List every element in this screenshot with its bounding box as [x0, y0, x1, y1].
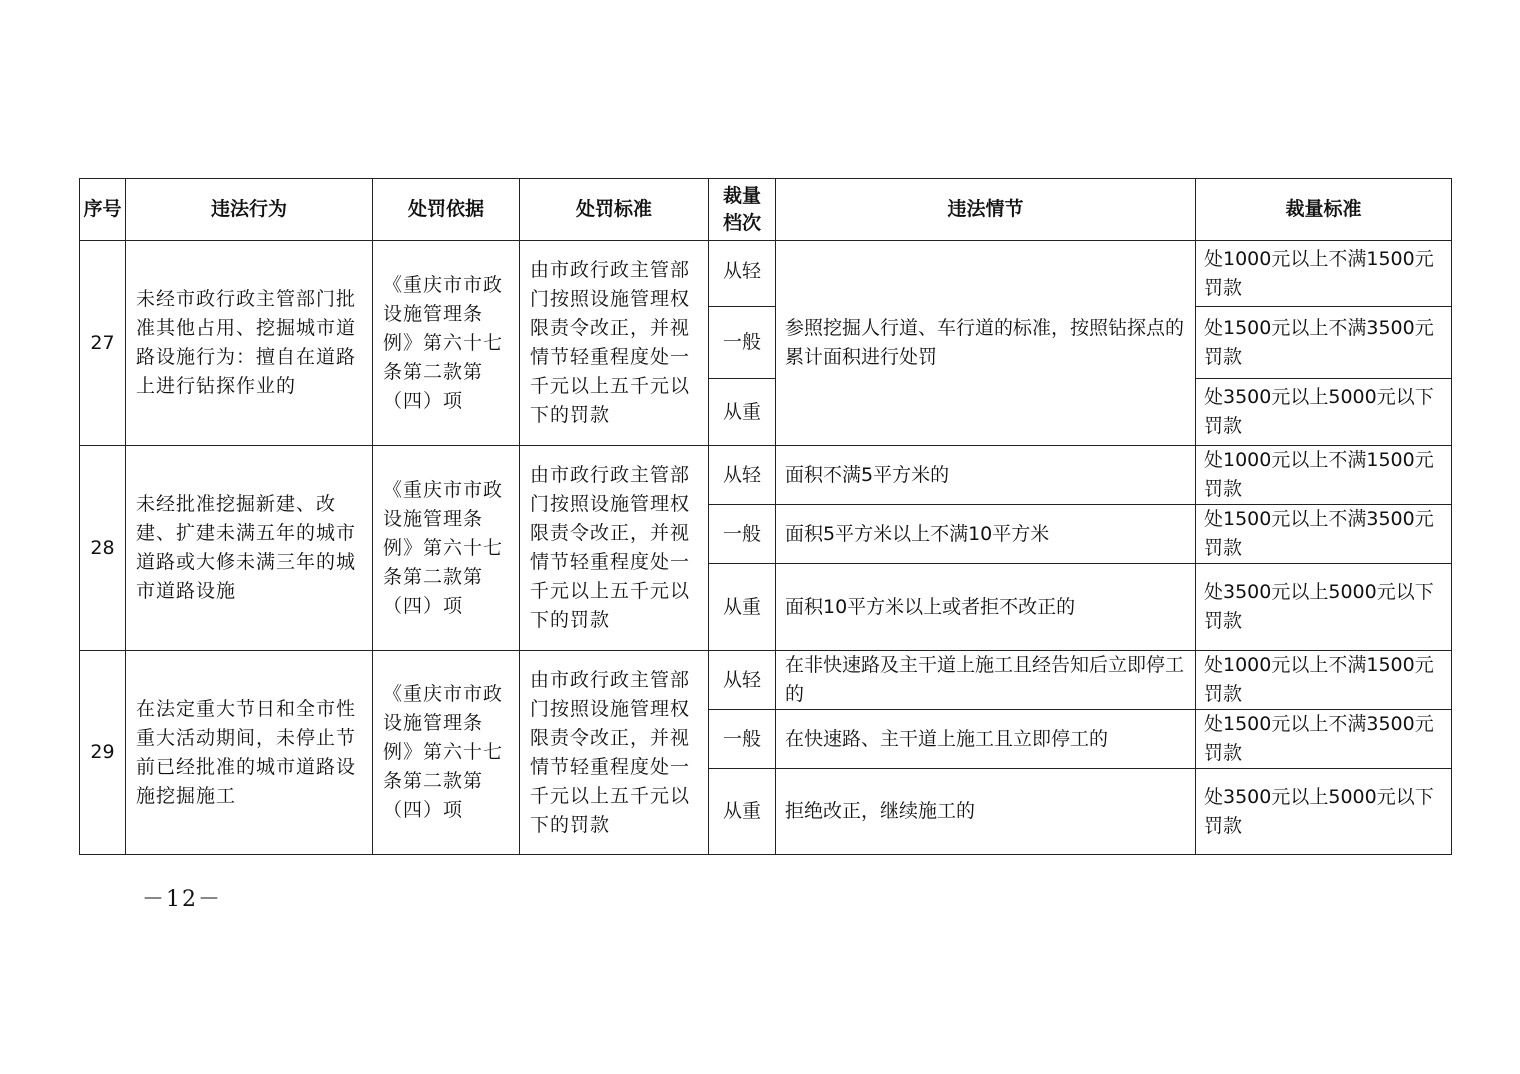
table-row	[80, 446, 1452, 505]
row-penalty: 由市政行政主管部门按照设施管理权限责令改正，并视情节轻重程度处一千元以上五千元以下的罚款	[520, 241, 709, 446]
row-index: 27	[80, 241, 126, 446]
header-standard: 裁量标准	[1196, 179, 1452, 241]
row-standard: 处3500元以上5000元以下罚款	[1196, 379, 1452, 446]
header-behavior: 违法行为	[126, 179, 373, 241]
header-penalty: 处罚标准	[520, 179, 709, 241]
row-level: 从轻	[709, 651, 776, 710]
table-row	[80, 241, 1452, 307]
row-circumstance: 拒绝改正，继续施工的	[776, 769, 1196, 855]
row-circumstance: 面积5平方米以上不满10平方米	[776, 505, 1196, 564]
header-index: 序号	[80, 179, 126, 241]
row-circumstance: 面积10平方米以上或者拒不改正的	[776, 564, 1196, 651]
row-level: 从重	[709, 564, 776, 651]
row-standard: 处1500元以上不满3500元罚款	[1196, 307, 1452, 379]
table-row	[80, 651, 1452, 710]
row-standard: 处1500元以上不满3500元罚款	[1196, 710, 1452, 769]
row-standard: 处3500元以上5000元以下罚款	[1196, 564, 1452, 651]
page-number: －12－	[142, 887, 222, 912]
row-penalty: 由市政行政主管部门按照设施管理权限责令改正，并视情节轻重程度处一千元以上五千元以下的罚款	[520, 446, 709, 651]
row-level: 一般	[709, 307, 776, 379]
row-basis: 《重庆市市政设施管理条例》第六十七条第二款第（四）项	[373, 651, 520, 855]
header-level: 裁量档次	[709, 179, 776, 241]
row-standard: 处3500元以上5000元以下罚款	[1196, 769, 1452, 855]
row-index: 29	[80, 651, 126, 855]
row-standard: 处1000元以上不满1500元罚款	[1196, 241, 1452, 307]
row-standard: 处1000元以上不满1500元罚款	[1196, 651, 1452, 710]
row-level: 一般	[709, 710, 776, 769]
row-penalty: 由市政行政主管部门按照设施管理权限责令改正，并视情节轻重程度处一千元以上五千元以下的罚款	[520, 651, 709, 855]
header-circumstance: 违法情节	[776, 179, 1196, 241]
row-level: 一般	[709, 505, 776, 564]
row-basis: 《重庆市市政设施管理条例》第六十七条第二款第（四）项	[373, 446, 520, 651]
row-standard: 处1000元以上不满1500元罚款	[1196, 446, 1452, 505]
row-circumstance: 面积不满5平方米的	[776, 446, 1196, 505]
row-level: 从重	[709, 769, 776, 855]
row-behavior: 在法定重大节日和全市性重大活动期间，未停止节前已经批准的城市道路设施挖掘施工	[126, 651, 373, 855]
row-level: 从轻	[709, 241, 776, 307]
header-basis: 处罚依据	[373, 179, 520, 241]
row-circumstance: 参照挖掘人行道、车行道的标准，按照钻探点的累计面积进行处罚	[776, 241, 1196, 446]
row-circumstance: 在非快速路及主干道上施工且经告知后立即停工的	[776, 651, 1196, 710]
penalty-table	[79, 178, 1452, 855]
row-index: 28	[80, 446, 126, 651]
row-basis: 《重庆市市政设施管理条例》第六十七条第二款第（四）项	[373, 241, 520, 446]
row-behavior: 未经市政行政主管部门批准其他占用、挖掘城市道路设施行为：擅自在道路上进行钻探作业的	[126, 241, 373, 446]
table-header-row	[80, 179, 1452, 241]
row-level: 从轻	[709, 446, 776, 505]
row-standard: 处1500元以上不满3500元罚款	[1196, 505, 1452, 564]
row-circumstance: 在快速路、主干道上施工且立即停工的	[776, 710, 1196, 769]
row-behavior: 未经批准挖掘新建、改建、扩建未满五年的城市道路或大修未满三年的城市道路设施	[126, 446, 373, 651]
row-level: 从重	[709, 379, 776, 446]
